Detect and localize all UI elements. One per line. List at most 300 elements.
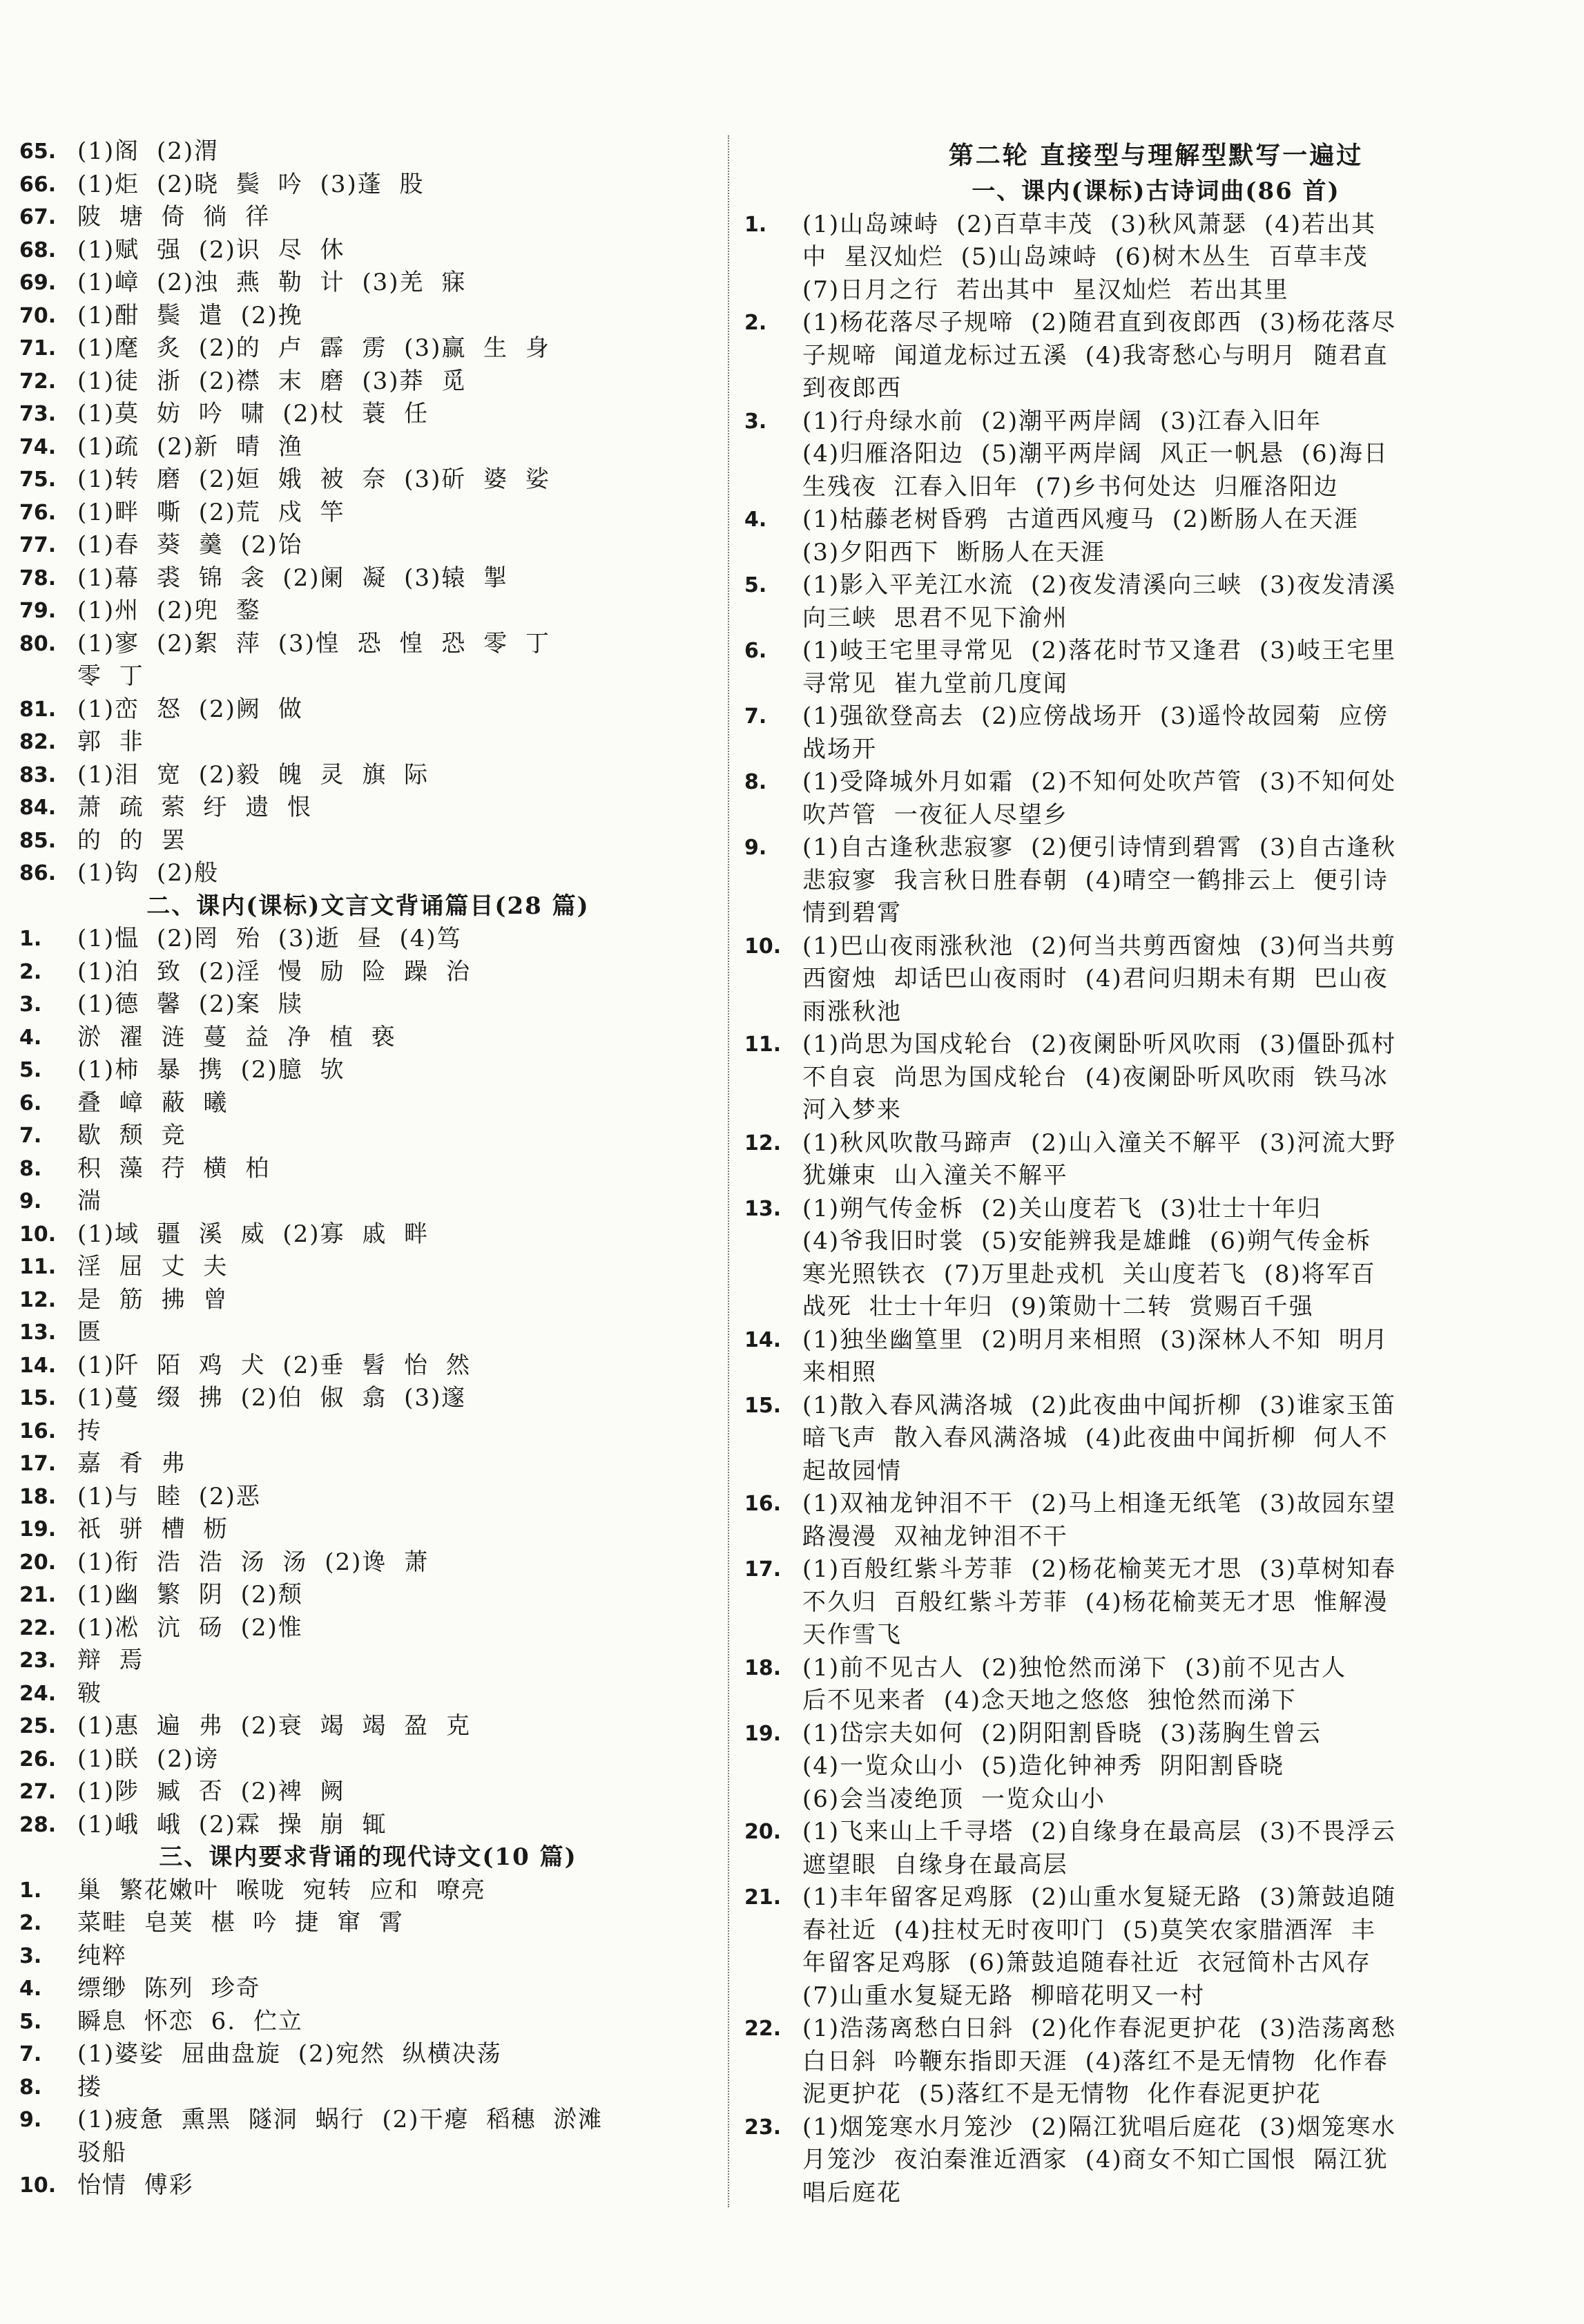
answer-item xyxy=(744,2111,1567,2210)
answer-item xyxy=(19,595,717,628)
answer-item xyxy=(19,1087,717,1120)
answer-number: 11. xyxy=(19,1255,57,1279)
answer-body xyxy=(802,1488,1567,1553)
answer-item xyxy=(19,1481,717,1514)
answer-line: 雨涨秋池 xyxy=(802,997,902,1026)
answer-item xyxy=(19,1644,717,1678)
answer-item xyxy=(744,1028,1567,1127)
answer-line: (4)一览众山小 (5)造化钟神秀 阴阳割昏晓 xyxy=(802,1752,1284,1780)
answer-body xyxy=(77,1612,717,1645)
answer-line: (1)凇 沆 砀 (2)惟 xyxy=(77,1613,303,1642)
answer-number: 75. xyxy=(19,468,57,492)
answer-item xyxy=(19,1350,717,1383)
answer-body xyxy=(802,569,1567,635)
answer-body xyxy=(77,628,717,693)
answer-list-block1 xyxy=(19,135,717,890)
answer-body xyxy=(802,307,1567,405)
answer-item xyxy=(744,1324,1567,1390)
answer-line: (1)杨花落尽子规啼 (2)随君直到夜郎西 (3)杨花落尽 xyxy=(802,309,1397,336)
answer-item xyxy=(19,988,717,1021)
answer-line: 皲 xyxy=(77,1679,102,1707)
answer-body xyxy=(77,1185,717,1218)
answer-body xyxy=(77,1316,717,1350)
answer-item xyxy=(744,766,1567,832)
answer-line: (1)浩荡离愁白日斜 (2)化作春泥更护花 (3)浩荡离愁 xyxy=(802,2015,1397,2042)
answer-body xyxy=(77,825,717,858)
answer-item xyxy=(19,1743,717,1776)
answer-item xyxy=(744,2013,1567,2111)
answer-line: (1)飞来山上千寻塔 (2)自缘身在最高层 (3)不畏浮云 xyxy=(802,1818,1397,1845)
answer-body xyxy=(77,693,717,727)
answer-number: 12. xyxy=(19,1287,57,1312)
answer-item xyxy=(744,307,1567,405)
answer-number: 8. xyxy=(19,1156,42,1181)
answer-body xyxy=(802,832,1567,930)
answer-number: 70. xyxy=(19,303,57,328)
answer-body xyxy=(77,1481,717,1514)
answer-body xyxy=(77,1448,717,1481)
answer-number: 73. xyxy=(19,402,57,426)
section-heading-3: 三、课内要求背诵的现代诗文(10 篇) xyxy=(159,1843,577,1871)
answer-body xyxy=(77,1644,717,1678)
answer-number: 5. xyxy=(19,2009,42,2034)
answer-line: 中 星汉灿烂 (5)山岛竦峙 (6)树木丛生 百草丰茂 xyxy=(802,243,1369,271)
answer-line: (1)阡 陌 鸡 犬 (2)垂 髫 怡 然 xyxy=(77,1351,471,1379)
answer-body xyxy=(802,405,1567,504)
answer-body xyxy=(77,497,717,530)
answer-number: 19. xyxy=(19,1517,57,1542)
answer-line: 向三峡 思君不见下渝州 xyxy=(802,604,1068,632)
answer-body xyxy=(77,726,717,759)
answer-item xyxy=(19,332,717,365)
answer-item xyxy=(744,209,1567,307)
right-column xyxy=(744,135,1567,2209)
answer-body xyxy=(77,431,717,464)
answer-item xyxy=(744,1652,1567,1718)
answer-item xyxy=(19,1678,717,1711)
answer-line: (1)秋风吹散马蹄声 (2)山入潼关不解平 (3)河流大野 xyxy=(802,1129,1397,1157)
answer-line: 春社近 (4)拄杖无时夜叩门 (5)莫笑农家腊酒浑 丰 xyxy=(802,1916,1376,1944)
answer-line: 湍 xyxy=(77,1187,102,1215)
answer-number: 8. xyxy=(744,770,767,794)
answer-body xyxy=(77,1284,717,1317)
answer-number: 13. xyxy=(19,1321,57,1345)
answer-item xyxy=(744,1127,1567,1193)
answer-line: 子规啼 闻道龙标过五溪 (4)我寄愁心与明月 随君直 xyxy=(802,341,1389,369)
answer-body xyxy=(77,1776,717,1809)
answer-number: 17. xyxy=(744,1557,782,1582)
answer-item xyxy=(19,857,717,890)
answer-line: 暗飞声 散入春风满洛城 (4)此夜曲中闻折柳 何人不 xyxy=(802,1424,1389,1452)
answer-item xyxy=(19,628,717,693)
answer-line: 遮望眼 自缘身在最高层 xyxy=(802,1850,1068,1879)
answer-number: 76. xyxy=(19,500,57,525)
answer-line: (1)畔 嘶 (2)荒 戍 竿 xyxy=(77,498,345,526)
answer-item xyxy=(19,1546,717,1579)
answer-item xyxy=(19,1251,717,1284)
answer-line: (1)莫 妨 吟 啸 (2)杖 蓑 任 xyxy=(77,400,429,428)
answer-line: (1)酣 鬓 遣 (2)挽 xyxy=(77,301,303,329)
answer-item xyxy=(19,431,717,464)
answer-number: 20. xyxy=(19,1550,57,1575)
answer-number: 22. xyxy=(19,1615,57,1640)
answer-line: 寻常见 崔九堂前几度闻 xyxy=(802,669,1068,698)
answer-number: 9. xyxy=(19,2108,42,2132)
answer-line: (1)寥 (2)絮 萍 (3)惶 恐 惶 恐 零 丁 xyxy=(77,629,550,657)
answer-body xyxy=(77,1350,717,1383)
answer-body xyxy=(77,1218,717,1251)
answer-number: 21. xyxy=(19,1583,57,1607)
answer-number: 1. xyxy=(19,927,42,951)
answer-body xyxy=(802,635,1567,700)
answer-body xyxy=(77,562,717,595)
answer-line: 缥缈 陈列 珍奇 xyxy=(77,1975,261,2002)
answer-number: 3. xyxy=(19,992,42,1017)
answer-number: 66. xyxy=(19,172,57,197)
answer-number: 5. xyxy=(19,1058,42,1082)
answer-item xyxy=(19,497,717,530)
answer-line: 叠 嶂 蔽 曦 xyxy=(77,1088,229,1117)
answer-body xyxy=(802,1324,1567,1390)
answer-number: 71. xyxy=(19,336,57,361)
answer-item xyxy=(19,1940,717,1973)
answer-item xyxy=(19,398,717,431)
answer-number: 15. xyxy=(19,1386,57,1410)
answer-number: 15. xyxy=(744,1393,782,1418)
answer-line: (3)夕阳西下 断肠人在天涯 xyxy=(802,538,1105,566)
answer-body xyxy=(77,1940,717,1973)
answer-line: 匮 xyxy=(77,1318,102,1346)
answer-line: 路漫漫 双袖龙钟泪不干 xyxy=(802,1522,1068,1550)
answer-body xyxy=(77,1874,717,1908)
answer-number: 1. xyxy=(19,1878,42,1903)
answer-number: 16. xyxy=(744,1492,782,1516)
answer-line: (1)强欲登高去 (2)应傍战场开 (3)遥怜故园菊 应傍 xyxy=(802,702,1389,730)
answer-line: (1)惠 遍 弗 (2)衰 竭 竭 盈 克 xyxy=(77,1712,471,1740)
answer-line: (1)衔 浩 浩 汤 汤 (2)谗 萧 xyxy=(77,1548,429,1576)
answer-line: (4)归雁洛阳边 (5)潮平两岸阔 风正一帆悬 (6)海日 xyxy=(802,440,1389,468)
answer-item xyxy=(19,365,717,398)
answer-item xyxy=(19,1185,717,1218)
answer-item xyxy=(744,635,1567,700)
answer-line: (1)麾 炙 (2)的 卢 霹 雳 (3)赢 生 身 xyxy=(77,334,550,362)
answer-line: 年留客足鸡豚 (6)箫鼓追随春社近 衣冠简朴古风存 xyxy=(802,1949,1371,1977)
answer-number: 25. xyxy=(19,1714,57,1738)
answer-number: 81. xyxy=(19,697,57,722)
answer-line: 菜畦 皂荚 椹 吟 捷 窜 霄 xyxy=(77,1909,404,1937)
answer-body xyxy=(77,1546,717,1579)
answer-line: (1)泊 致 (2)淫 慢 励 险 躁 治 xyxy=(77,957,471,986)
answer-line: 战场开 xyxy=(802,735,877,763)
answer-item xyxy=(744,1488,1567,1553)
answer-number: 2. xyxy=(19,1911,42,1935)
answer-number: 3. xyxy=(744,409,767,434)
answer-body xyxy=(77,923,717,956)
answer-number: 14. xyxy=(744,1327,782,1352)
answer-body xyxy=(77,1251,717,1284)
answer-line: (1)尚思为国戍轮台 (2)夜阑卧听风吹雨 (3)僵卧孤村 xyxy=(802,1030,1397,1058)
answer-body xyxy=(77,1579,717,1612)
answer-body xyxy=(77,1809,717,1842)
answer-number: 1. xyxy=(744,212,767,237)
answer-body xyxy=(802,1881,1567,2013)
answer-item xyxy=(744,1193,1567,1324)
answer-number: 16. xyxy=(19,1419,57,1443)
answer-line: (4)爷我旧时裳 (5)安能辨我是雄雌 (6)朔气传金柝 xyxy=(802,1227,1372,1255)
answer-line: (1)域 疆 溪 威 (2)寡 戚 畔 xyxy=(77,1220,429,1248)
answer-number: 6. xyxy=(744,639,767,663)
answer-body xyxy=(77,365,717,398)
answer-item xyxy=(19,1054,717,1087)
answer-number: 23. xyxy=(19,1649,57,1673)
answer-line: 是 筋 拂 曾 xyxy=(77,1285,229,1314)
answer-body xyxy=(77,1382,717,1415)
answer-item xyxy=(19,1316,717,1350)
answer-item xyxy=(19,300,717,333)
answer-line: 零 丁 xyxy=(77,662,144,690)
answer-line: (1)赋 强 (2)识 尽 休 xyxy=(77,236,345,264)
answer-number: 4. xyxy=(19,1977,42,2001)
answer-line: 天作雪飞 xyxy=(802,1621,902,1649)
answer-number: 83. xyxy=(19,762,57,787)
answer-body xyxy=(802,1816,1567,1881)
answer-number: 72. xyxy=(19,369,57,394)
answer-item xyxy=(19,2038,717,2071)
answer-line: (1)泪 宽 (2)毅 魄 灵 旗 际 xyxy=(77,760,429,789)
answer-line: (1)山岛竦峙 (2)百草丰茂 (3)秋风萧瑟 (4)若出其 xyxy=(802,210,1377,238)
answer-line: (7)日月之行 若出其中 星汉灿烂 若出其里 xyxy=(802,276,1289,304)
answer-line: (1)州 (2)兜 鍪 xyxy=(77,597,261,624)
answer-line: 歇 颓 竞 xyxy=(77,1122,186,1149)
answer-line: (1)嶂 (2)浊 燕 勒 计 (3)羌 寐 xyxy=(77,269,467,296)
answer-item xyxy=(744,1816,1567,1881)
answer-item xyxy=(19,1120,717,1153)
answer-number: 2. xyxy=(744,311,767,335)
answer-item xyxy=(19,1972,717,2006)
answer-line: 来相照 xyxy=(802,1358,877,1386)
answer-body xyxy=(77,2006,717,2039)
answer-body xyxy=(802,1652,1567,1718)
answer-number: 78. xyxy=(19,566,57,590)
answer-line: 郭 非 xyxy=(77,728,144,756)
answer-item xyxy=(19,1710,717,1743)
answer-item xyxy=(19,562,717,595)
answer-item xyxy=(19,825,717,858)
answer-item xyxy=(19,759,717,792)
column-divider xyxy=(728,135,729,2207)
answer-line: (1)徒 浙 (2)襟 末 磨 (3)莽 觅 xyxy=(77,367,467,395)
answer-item xyxy=(744,1553,1567,1652)
answer-line: (1)钩 (2)般 xyxy=(77,859,220,887)
answer-line: (1)双袖龙钟泪不干 (2)马上相逢无纸笔 (3)故园东望 xyxy=(802,1490,1397,1517)
answer-list-block3 xyxy=(19,1874,717,2202)
answer-number: 20. xyxy=(744,1820,782,1844)
answer-line: 寒光照铁衣 (7)万里赴戎机 关山度若飞 (8)将军百 xyxy=(802,1260,1376,1288)
answer-item xyxy=(19,2006,717,2039)
answer-body xyxy=(77,2169,717,2202)
answer-number: 68. xyxy=(19,238,57,262)
answer-number: 26. xyxy=(19,1747,57,1771)
answer-number: 7. xyxy=(19,1124,42,1148)
answer-body xyxy=(802,2013,1567,2111)
answer-line: 淤 濯 涟 蔓 益 净 植 亵 xyxy=(77,1023,396,1051)
answer-body xyxy=(802,503,1567,569)
answer-line: (1)受降城外月如霜 (2)不知何处吹芦管 (3)不知何处 xyxy=(802,768,1397,796)
answer-line: 吹芦管 一夜征人尽望乡 xyxy=(802,800,1068,829)
answer-body xyxy=(77,135,717,169)
answer-body xyxy=(77,857,717,890)
answer-body xyxy=(77,1415,717,1448)
answer-number: 12. xyxy=(744,1131,782,1155)
section-heading-1: 一、课内(课标)古诗词曲(86 首) xyxy=(972,177,1340,205)
answer-item xyxy=(19,2169,717,2202)
answer-number: 7. xyxy=(744,704,767,729)
answer-body xyxy=(77,1743,717,1776)
answer-line: (1)巴山夜雨涨秋池 (2)何当共剪西窗烛 (3)何当共剪 xyxy=(802,932,1397,960)
answer-item xyxy=(744,503,1567,569)
answer-number: 82. xyxy=(19,730,57,754)
answer-line: (1)与 睦 (2)恶 xyxy=(77,1482,261,1510)
answer-number: 69. xyxy=(19,271,57,295)
answer-body xyxy=(77,956,717,989)
answer-line: (1)幽 繁 阴 (2)颓 xyxy=(77,1581,303,1608)
section-heading-2: 二、课内(课标)文言文背诵篇目(28 篇) xyxy=(146,892,590,920)
answer-line: 搂 xyxy=(77,2073,102,2101)
answer-body xyxy=(77,759,717,792)
answer-body xyxy=(77,463,717,497)
answer-body xyxy=(77,2038,717,2071)
answer-number: 27. xyxy=(19,1780,57,1804)
answer-body xyxy=(77,529,717,562)
answer-item xyxy=(19,1415,717,1448)
answer-line: (1)幕 裘 锦 衾 (2)阑 凝 (3)辕 掣 xyxy=(77,564,509,592)
answer-line: (6)会当凌绝顶 一览众山小 xyxy=(802,1785,1105,1813)
answer-body xyxy=(802,1718,1567,1816)
answer-body xyxy=(802,1390,1567,1488)
answer-body xyxy=(802,930,1567,1029)
answer-line: (1)丰年留客足鸡豚 (2)山重水复疑无路 (3)箫鼓追随 xyxy=(802,1883,1397,1911)
answer-line: 西窗烛 却话巴山夜雨时 (4)君问归期未有期 巴山夜 xyxy=(802,965,1389,992)
answer-line: (1)峨 峨 (2)霖 操 崩 辄 xyxy=(77,1810,387,1838)
answer-item xyxy=(19,1448,717,1481)
answer-line: 不久归 百般红紫斗芳菲 (4)杨花榆荚无才思 惟解漫 xyxy=(802,1588,1389,1616)
answer-line: (1)岐王宅里寻常见 (2)落花时节又逢君 (3)岐王宅里 xyxy=(802,637,1397,664)
answer-body xyxy=(77,1710,717,1743)
answer-number: 24. xyxy=(19,1681,57,1706)
answer-line: (1)柿 暴 携 (2)臆 欤 xyxy=(77,1056,345,1084)
answer-body xyxy=(77,1678,717,1711)
answer-number: 79. xyxy=(19,599,57,623)
answer-item xyxy=(744,1390,1567,1488)
answer-body xyxy=(802,1553,1567,1652)
answer-line: 辩 焉 xyxy=(77,1646,144,1674)
answer-number: 18. xyxy=(744,1655,782,1680)
answer-number: 13. xyxy=(744,1196,782,1221)
answer-line: (1)疏 (2)新 晴 渔 xyxy=(77,432,303,461)
answer-number: 86. xyxy=(19,861,57,885)
answer-body xyxy=(77,2104,717,2169)
answer-body xyxy=(77,300,717,333)
answer-number: 84. xyxy=(19,796,57,820)
answer-number: 65. xyxy=(19,140,57,164)
answer-item xyxy=(19,1874,717,1908)
answer-number: 3. xyxy=(19,1943,42,1968)
answer-list-block2 xyxy=(19,923,717,1841)
answer-line: 驳船 xyxy=(77,2138,127,2167)
answer-number: 4. xyxy=(744,508,767,532)
answer-body xyxy=(77,201,717,234)
answer-line: (1)婆娑 屈曲盘旋 (2)宛然 纵横决荡 xyxy=(77,2040,502,2068)
answer-body xyxy=(77,234,717,267)
answer-line: (1)行舟绿水前 (2)潮平两岸阔 (3)江春入旧年 xyxy=(802,407,1322,435)
answer-item xyxy=(19,2104,717,2169)
answer-line: 起故园情 xyxy=(802,1457,902,1485)
answer-line: 瞬息 怀恋 6. 伫立 xyxy=(77,2007,303,2035)
answer-body xyxy=(802,1193,1567,1324)
answer-body xyxy=(77,791,717,825)
answer-body xyxy=(77,1054,717,1087)
answer-number: 5. xyxy=(744,573,767,597)
answer-number: 17. xyxy=(19,1452,57,1476)
answer-line: (1)百般红紫斗芳菲 (2)杨花榆荚无才思 (3)草树知春 xyxy=(802,1555,1397,1583)
answer-line: 唱后庭花 xyxy=(802,2178,902,2207)
answer-line: 淫 屈 丈 夫 xyxy=(77,1253,229,1280)
answer-item xyxy=(19,135,717,169)
answer-item xyxy=(19,1153,717,1186)
answer-line: (1)自古逢秋悲寂寥 (2)便引诗情到碧霄 (3)自古逢秋 xyxy=(802,834,1397,861)
answer-line: (1)峦 怒 (2)阙 做 xyxy=(77,695,303,723)
answer-line: 白日斜 吟鞭东指即天涯 (4)落红不是无情物 化作春 xyxy=(802,2047,1389,2075)
answer-item xyxy=(19,693,717,727)
answer-line: (1)疲惫 熏黑 隧洞 蜗行 (2)干瘪 稻穗 淤滩 xyxy=(77,2106,603,2133)
answer-body xyxy=(77,1972,717,2006)
answer-item xyxy=(19,1776,717,1809)
answer-item xyxy=(744,700,1567,766)
answer-number: 6. xyxy=(19,1091,42,1115)
answer-list-poems xyxy=(744,209,1567,2210)
answer-line: (1)烟笼寒水月笼沙 (2)隔江犹唱后庭花 (3)烟笼寒水 xyxy=(802,2113,1397,2141)
answer-number: 4. xyxy=(19,1025,42,1050)
answer-line: (1)独坐幽篁里 (2)明月来相照 (3)深林人不知 明月 xyxy=(802,1325,1389,1354)
answer-line: 犹嫌束 山入潼关不解平 xyxy=(802,1162,1068,1189)
answer-body xyxy=(77,332,717,365)
answer-body xyxy=(77,1907,717,1940)
answer-body xyxy=(77,1513,717,1546)
answer-number: 10. xyxy=(19,2173,57,2198)
answer-line: (7)山重水复疑无路 柳暗花明又一村 xyxy=(802,1981,1205,2010)
answer-item xyxy=(744,930,1567,1029)
answer-item xyxy=(19,529,717,562)
answer-item xyxy=(19,1579,717,1612)
answer-number: 74. xyxy=(19,434,57,459)
answer-number: 22. xyxy=(744,2017,782,2041)
answer-number: 9. xyxy=(19,1189,42,1213)
answer-line: 泥更护花 (5)落红不是无情物 化作春泥更护花 xyxy=(802,2080,1322,2108)
answer-item xyxy=(19,923,717,956)
answer-line: (1)德 馨 (2)案 牍 xyxy=(77,990,303,1018)
answer-number: 18. xyxy=(19,1484,57,1509)
answer-item xyxy=(744,1718,1567,1816)
answer-body xyxy=(77,1120,717,1153)
answer-line: (1)前不见古人 (2)独怆然而涕下 (3)前不见古人 xyxy=(802,1653,1347,1682)
answer-number: 7. xyxy=(19,2042,42,2066)
answer-number: 19. xyxy=(744,1721,782,1746)
answer-item xyxy=(19,1612,717,1645)
answer-number: 10. xyxy=(744,934,782,959)
answer-item xyxy=(19,1382,717,1415)
answer-line: 萧 疏 萦 纡 遗 恨 xyxy=(77,794,313,821)
answer-number: 28. xyxy=(19,1812,57,1837)
